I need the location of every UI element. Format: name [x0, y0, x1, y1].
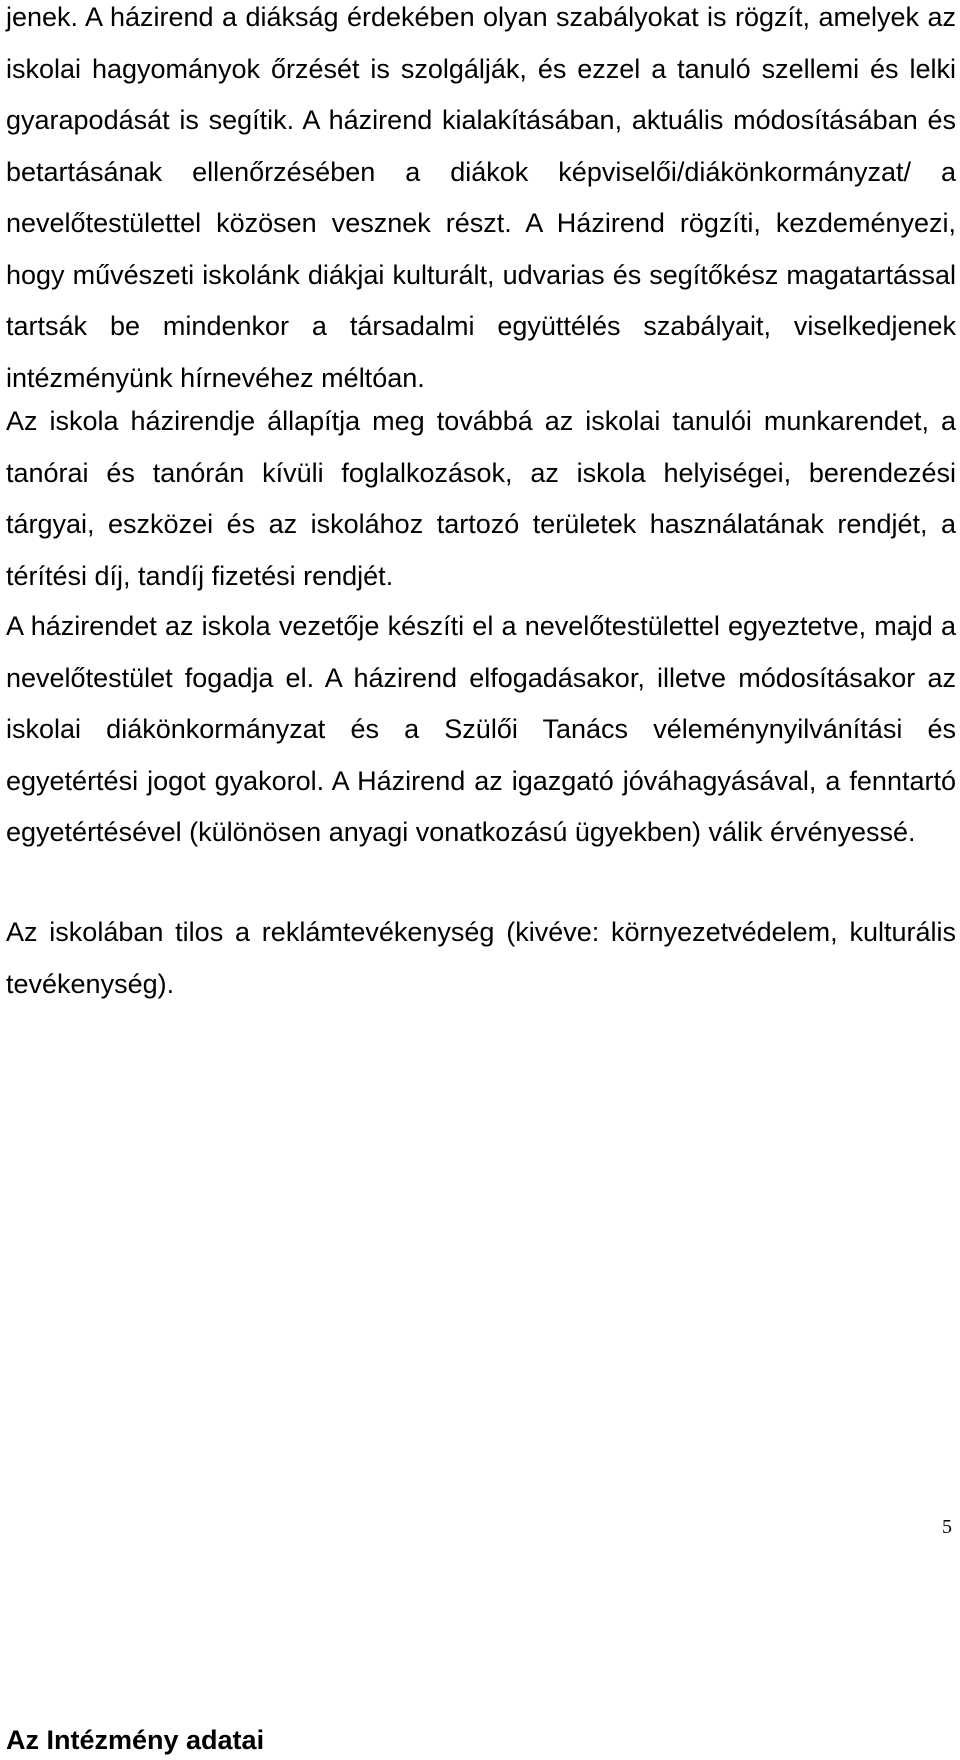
paragraph-3: A házirendet az iskola vezetője készíti el a nevelőtestülettel egyeztetve, majd a nevelőtestület fogadja el. A házirend elfogadásakor, illetve módosításakor az iskolai diákönkormányzat és a Szülői Tanács véleménynyilvánítási és egyetértési jogot gyakorol. A Házirend az igazgató jóváhagyásával, a fenntartó egyetértésével (különösen anyagi vonatkozású ügyekben) válik érvényessé. [6, 611, 956, 847]
page-number: 5 [942, 1516, 952, 1538]
paragraph-1: jenek. A házirend a diákság érdekében olyan szabályokat is rögzít, amelyek az iskolai hagyományok őrzését is szolgálják, és ezzel a tanuló szellemi és lelki gyarapodását is segítik. A házirend kialakításában, aktuális módosításában és betartásának ellenőrzésében a diákok képviselői/diákönkormányzat/ a nevelőtestülettel közösen vesznek részt. A Házirend rögzíti, kezdeményezi, hogy művészeti iskolánk diákjai kulturált, udvarias és segítőkész magatartással tartsák be mindenkor a társadalmi együttélés szabályait, viselkedjenek intézményünk hírnevéhez méltóan. [6, 2, 956, 393]
section-heading: Az Intézmény adatai [6, 1725, 265, 1755]
paragraph-2: Az iskola házirendje állapítja meg továbbá az iskolai tanulói munkarendet, a tanórai és tanórán kívüli foglalkozások, az iskola helyiségei, berendezési tárgyai, eszközei és az iskolához tartozó területek használatának rendjét, a térítési díj, tandíj fizetési rendjét. [6, 406, 956, 591]
paragraph-4: Az iskolában tilos a reklámtevékenység (kivéve: környezetvédelem, kulturális tevékenység). [6, 917, 956, 999]
